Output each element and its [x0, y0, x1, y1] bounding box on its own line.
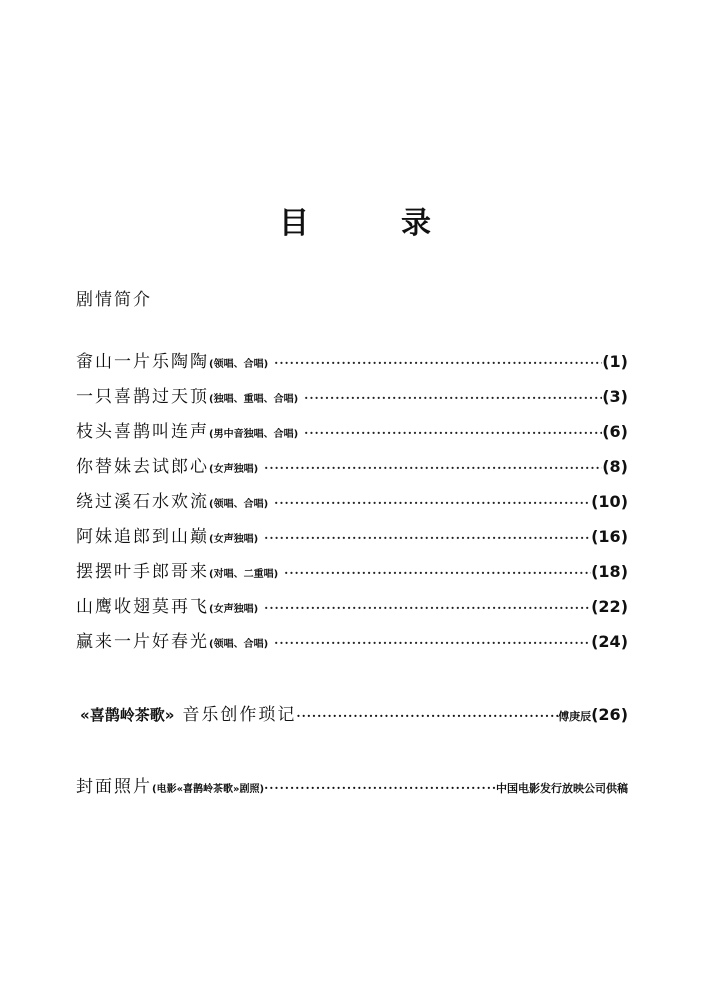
toc-entry[interactable] — [76, 519, 628, 554]
toc-entry[interactable] — [76, 449, 628, 484]
toc-entry-page: (3) — [602, 387, 628, 406]
toc-leader-dots — [264, 521, 591, 556]
toc-entry-note: (女声独唱) — [209, 534, 259, 545]
toc-leader-dots — [264, 781, 496, 795]
essay-film-title: «喜鹊岭茶歌» — [80, 706, 175, 724]
essay-author: 傅庚辰 — [558, 710, 592, 723]
toc-entry-note: (领唱、合唱) — [209, 499, 269, 510]
cover-credit-entry[interactable] — [76, 772, 628, 797]
toc-entry-title: 一只喜鹊过天顶 — [76, 387, 209, 407]
page-title-char-2: 录 — [401, 206, 431, 241]
toc-entry-title: 绕过溪石水欢流 — [76, 492, 209, 512]
toc-entry-title: 赢来一片好春光 — [76, 632, 209, 652]
toc-entry-page: (10) — [591, 492, 628, 511]
toc-leader-dots — [274, 626, 591, 661]
toc-entry-title: 畲山一片乐陶陶 — [76, 352, 209, 372]
toc-entry[interactable] — [76, 484, 628, 519]
toc-entry-note: (领唱、合唱) — [209, 639, 269, 650]
toc-entry-title: 你替妹去试郎心 — [76, 457, 209, 477]
toc-list — [76, 344, 628, 659]
toc-leader-dots — [284, 556, 591, 591]
toc-leader-dots — [264, 591, 591, 626]
toc-entry[interactable] — [76, 344, 628, 379]
toc-entry-page: (8) — [602, 457, 628, 476]
toc-leader-dots — [304, 416, 602, 451]
toc-entry-title: 枝头喜鹊叫连声 — [76, 422, 209, 442]
cover-note: (电影«喜鹊岭茶歌»剧照) — [152, 784, 265, 795]
toc-entry-note: (女声独唱) — [209, 464, 259, 475]
page-title-char-1: 目 — [279, 206, 309, 241]
toc-leader-dots — [304, 381, 602, 416]
toc-entry-page: (22) — [591, 597, 628, 616]
toc-entry-note: (男中音独唱、合唱) — [209, 429, 299, 440]
page-title — [0, 198, 710, 242]
toc-entry[interactable] — [76, 554, 628, 589]
toc-leader-dots — [274, 346, 602, 381]
toc-entry-note: (领唱、合唱) — [209, 359, 269, 370]
cover-title: 封面照片 — [76, 777, 152, 797]
toc-entry[interactable] — [76, 624, 628, 659]
toc-entry[interactable] — [76, 414, 628, 449]
toc-entry[interactable] — [76, 379, 628, 414]
essay-entry[interactable] — [80, 700, 628, 725]
toc-entry-note: (女声独唱) — [209, 604, 259, 615]
toc-entry-note: (对唱、二重唱) — [209, 569, 279, 580]
toc-leader-dots — [274, 486, 591, 521]
cover-credit: 中国电影发行放映公司供稿 — [496, 782, 628, 795]
toc-entry-page: (24) — [591, 632, 628, 651]
toc-entry-page: (6) — [602, 422, 628, 441]
toc-entry-page: (1) — [602, 352, 628, 371]
toc-entry-title: 山鹰收翅莫再飞 — [76, 597, 209, 617]
intro-entry[interactable]: 剧情简介 — [76, 290, 152, 310]
toc-entry-note: (独唱、重唱、合唱) — [209, 394, 299, 405]
toc-entry-page: (18) — [591, 562, 628, 581]
toc-leader-dots — [264, 451, 602, 486]
essay-title: 音乐创作琐记 — [182, 705, 297, 725]
toc-entry-page: (16) — [591, 527, 628, 546]
toc-entry-title: 阿妹追郎到山巅 — [76, 527, 209, 547]
toc-entry-title: 摆摆叶手郎哥来 — [76, 562, 209, 582]
toc-entry[interactable] — [76, 589, 628, 624]
essay-page: (26) — [591, 705, 628, 724]
toc-leader-dots — [296, 709, 558, 723]
